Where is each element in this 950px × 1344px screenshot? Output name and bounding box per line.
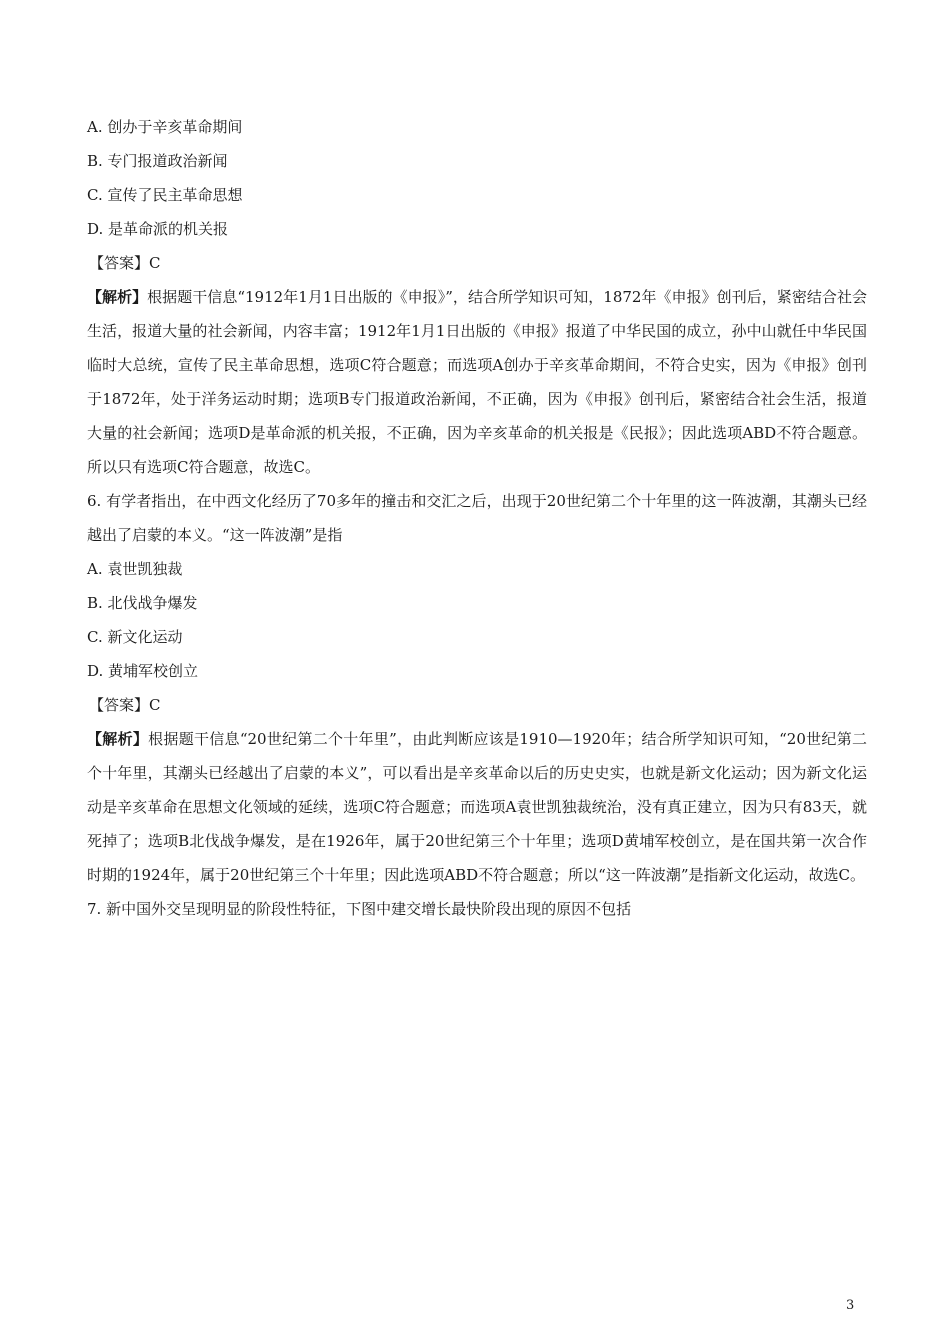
q6-answer-value: C — [149, 696, 161, 714]
q6-analysis — [87, 722, 867, 892]
q5-answer-label: 【答案】 — [89, 254, 150, 272]
q6-answer-label: 【答案】 — [89, 696, 150, 714]
q5-option-a: A. 创办于辛亥革命期间 — [87, 118, 243, 136]
q5-option-b: B. 专门报道政治新闻 — [87, 152, 228, 170]
q6-option-a: A. 袁世凯独裁 — [87, 560, 183, 578]
q7-stem: 7. 新中国外交呈现明显的阶段性特征，下图中建交增长最快阶段出现的原因不包括 — [87, 900, 632, 918]
q5-option-c: C. 宣传了民主革命思想 — [87, 186, 243, 204]
page-number: 3 — [846, 1298, 855, 1313]
q5-answer-value: C — [149, 254, 161, 272]
q6-answer — [87, 688, 867, 722]
q6-option-c: C. 新文化运动 — [87, 628, 183, 646]
q5-option-d: D. 是革命派的机关报 — [87, 220, 229, 238]
q5-analysis — [87, 280, 867, 484]
q6-option-b: B. 北伐战争爆发 — [87, 594, 198, 612]
q6-stem: 6. 有学者指出，在中西文化经历了70多年的撞击和交汇之后，出现于20世纪第二个十年里的这一阵波潮，其潮头已经越出了启蒙的本义。“这一阵波潮”是指 — [87, 492, 867, 544]
q6-analysis-label: 【解析】 — [87, 730, 149, 748]
q5-analysis-label: 【解析】 — [87, 288, 148, 306]
q5-analysis-text: 根据题干信息“1912年1月1日出版的《申报》”，结合所学知识可知，1872年《申报》创刊后，紧密结合社会生活，报道大量的社会新闻，内容丰富；1912年1月1日出版的《申报》报道了中华民国的成立，孙中山就任中华民国临时大总统，宣传了民主革命思想，选项C符合题意；而选项A创办于辛亥革命期间，不符合史实，因为《申报》创刊于1872年，处于洋务运动时期；选项B专门报道政治新闻，不正确，因为《申报》创刊后，紧密结合社会生活，报道大量的社会新闻；选项D是革命派的机关报，不正确，因为辛亥革命的机关报是《民报》；因此选项ABD不符合题意。所以只有选项C符合题意，故选C。 — [87, 288, 867, 476]
q6-option-d: D. 黄埔军校创立 — [87, 662, 199, 680]
q5-answer — [87, 246, 867, 280]
q6-analysis-text: 根据题干信息“20世纪第二个十年里”，由此判断应该是1910—1920年；结合所学知识可知，“20世纪第二个十年里，其潮头已经越出了启蒙的本义”，可以看出是辛亥革命以后的历史史实，也就是新文化运动；因为新文化运动是辛亥革命在思想文化领域的延续，选项C符合题意；而选项A袁世凯独裁统治，没有真正建立，因为只有83天，就死掉了；选项B北伐战争爆发，是在1926年，属于20世纪第三个十年里；选项D黄埔军校创立，是在国共第一次合作时期的1924年，属于20世纪第三个十年里；因此选项ABD不符合题意；所以“这一阵波潮”是指新文化运动，故选C。 — [87, 730, 867, 884]
page-content — [87, 110, 867, 926]
